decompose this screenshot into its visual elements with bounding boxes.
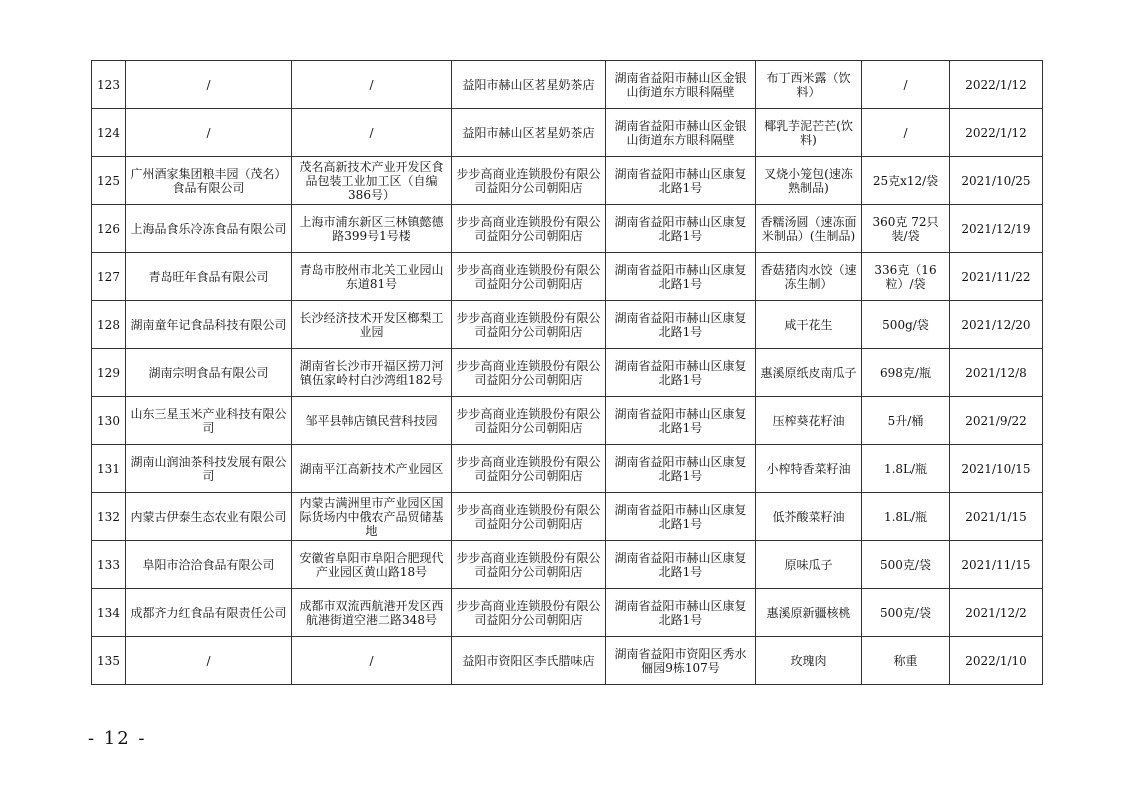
page-number: - 12 -	[88, 728, 147, 749]
manufacturer-address-cell: 上海市浦东新区三林镇懿德路399号1号楼	[292, 205, 452, 253]
specification-cell: /	[862, 61, 950, 109]
table-row	[92, 349, 1043, 397]
sampled-unit-name-cell: 步步高商业连锁股份有限公司益阳分公司朝阳店	[452, 589, 606, 637]
sampled-unit-address-cell: 湖南省益阳市赫山区康复北路1号	[606, 349, 756, 397]
table-row	[92, 61, 1043, 109]
product-name-cell: 叉烧小笼包(速冻熟制品)	[756, 157, 862, 205]
row-number-cell: 126	[92, 205, 126, 253]
sampled-unit-name-cell: 步步高商业连锁股份有限公司益阳分公司朝阳店	[452, 349, 606, 397]
product-name-cell: 咸干花生	[756, 301, 862, 349]
sampled-unit-address-cell: 湖南省益阳市赫山区康复北路1号	[606, 301, 756, 349]
row-number-cell: 129	[92, 349, 126, 397]
sampled-unit-name-cell: 步步高商业连锁股份有限公司益阳分公司朝阳店	[452, 205, 606, 253]
manufacturer-name-cell: 青岛旺年食品有限公司	[126, 253, 292, 301]
manufacturer-address-cell: 茂名高新技术产业开发区食品包装工业加工区（自编386号）	[292, 157, 452, 205]
table-row	[92, 109, 1043, 157]
manufacturer-address-cell: /	[292, 109, 452, 157]
table-row	[92, 253, 1043, 301]
table-row	[92, 541, 1043, 589]
specification-cell: 500g/袋	[862, 301, 950, 349]
production-date-cell: 2021/12/20	[950, 301, 1043, 349]
manufacturer-address-cell: /	[292, 637, 452, 685]
specification-cell: 1.8L/瓶	[862, 493, 950, 541]
sampled-unit-address-cell: 湖南省益阳市赫山区康复北路1号	[606, 397, 756, 445]
sampled-unit-address-cell: 湖南省益阳市赫山区康复北路1号	[606, 157, 756, 205]
sampled-unit-name-cell: 步步高商业连锁股份有限公司益阳分公司朝阳店	[452, 541, 606, 589]
table-row	[92, 157, 1043, 205]
row-number-cell: 135	[92, 637, 126, 685]
sampled-unit-name-cell: 益阳市赫山区茗星奶茶店	[452, 61, 606, 109]
specification-cell: 336克（16粒）/袋	[862, 253, 950, 301]
table-row	[92, 637, 1043, 685]
specification-cell: 称重	[862, 637, 950, 685]
product-name-cell: 玫瑰肉	[756, 637, 862, 685]
product-name-cell: 布丁西米露（饮料）	[756, 61, 862, 109]
product-name-cell: 原味瓜子	[756, 541, 862, 589]
sampled-unit-address-cell: 湖南省益阳市赫山区康复北路1号	[606, 589, 756, 637]
product-name-cell: 香糯汤圆（速冻面米制品）(生制品)	[756, 205, 862, 253]
row-number-cell: 128	[92, 301, 126, 349]
table-body	[92, 61, 1043, 685]
sampled-unit-name-cell: 步步高商业连锁股份有限公司益阳分公司朝阳店	[452, 301, 606, 349]
sampled-unit-name-cell: 步步高商业连锁股份有限公司益阳分公司朝阳店	[452, 397, 606, 445]
manufacturer-name-cell: /	[126, 109, 292, 157]
sampled-unit-address-cell: 湖南省益阳市赫山区金银山街道东方眼科隔壁	[606, 61, 756, 109]
sampled-unit-name-cell: 步步高商业连锁股份有限公司益阳分公司朝阳店	[452, 445, 606, 493]
sampled-unit-address-cell: 湖南省益阳市赫山区康复北路1号	[606, 445, 756, 493]
sampled-unit-name-cell: 步步高商业连锁股份有限公司益阳分公司朝阳店	[452, 157, 606, 205]
manufacturer-name-cell: 内蒙古伊泰生态农业有限公司	[126, 493, 292, 541]
product-name-cell: 香菇猪肉水饺（速冻生制）	[756, 253, 862, 301]
sampled-unit-address-cell: 湖南省益阳市赫山区康复北路1号	[606, 205, 756, 253]
sampled-unit-address-cell: 湖南省益阳市资阳区秀水俪园9栋107号	[606, 637, 756, 685]
sampled-unit-address-cell: 湖南省益阳市赫山区康复北路1号	[606, 541, 756, 589]
table-row	[92, 445, 1043, 493]
row-number-cell: 124	[92, 109, 126, 157]
row-number-cell: 130	[92, 397, 126, 445]
product-name-cell: 压榨葵花籽油	[756, 397, 862, 445]
manufacturer-name-cell: 山东三星玉米产业科技有限公司	[126, 397, 292, 445]
manufacturer-address-cell: 邹平县韩店镇民营科技园	[292, 397, 452, 445]
table-row	[92, 301, 1043, 349]
manufacturer-name-cell: 上海品食乐冷冻食品有限公司	[126, 205, 292, 253]
table-row	[92, 205, 1043, 253]
sampled-unit-name-cell: 益阳市资阳区李氏腊味店	[452, 637, 606, 685]
product-name-cell: 惠溪原纸皮南瓜子	[756, 349, 862, 397]
table-row	[92, 493, 1043, 541]
manufacturer-address-cell: 成都市双流西航港开发区西航港街道空港二路348号	[292, 589, 452, 637]
production-date-cell: 2021/9/22	[950, 397, 1043, 445]
product-name-cell: 低芥酸菜籽油	[756, 493, 862, 541]
sampled-unit-address-cell: 湖南省益阳市赫山区康复北路1号	[606, 493, 756, 541]
specification-cell: 500克/袋	[862, 589, 950, 637]
production-date-cell: 2021/11/15	[950, 541, 1043, 589]
sampled-unit-name-cell: 步步高商业连锁股份有限公司益阳分公司朝阳店	[452, 253, 606, 301]
specification-cell: /	[862, 109, 950, 157]
product-name-cell: 惠溪原新疆核桃	[756, 589, 862, 637]
production-date-cell: 2022/1/12	[950, 61, 1043, 109]
sampled-unit-address-cell: 湖南省益阳市赫山区康复北路1号	[606, 253, 756, 301]
manufacturer-name-cell: /	[126, 637, 292, 685]
production-date-cell: 2021/10/15	[950, 445, 1043, 493]
manufacturer-address-cell: /	[292, 61, 452, 109]
row-number-cell: 123	[92, 61, 126, 109]
sampled-unit-name-cell: 益阳市赫山区茗星奶茶店	[452, 109, 606, 157]
manufacturer-name-cell: 成都齐力红食品有限责任公司	[126, 589, 292, 637]
manufacturer-address-cell: 青岛市胶州市北关工业园山东道81号	[292, 253, 452, 301]
product-name-cell: 小榨特香菜籽油	[756, 445, 862, 493]
production-date-cell: 2021/12/8	[950, 349, 1043, 397]
manufacturer-address-cell: 长沙经济技术开发区榔梨工业园	[292, 301, 452, 349]
specification-cell: 360克 72只装/袋	[862, 205, 950, 253]
specification-cell: 25克x12/袋	[862, 157, 950, 205]
production-date-cell: 2021/1/15	[950, 493, 1043, 541]
row-number-cell: 125	[92, 157, 126, 205]
production-date-cell: 2021/12/2	[950, 589, 1043, 637]
row-number-cell: 131	[92, 445, 126, 493]
sampled-unit-name-cell: 步步高商业连锁股份有限公司益阳分公司朝阳店	[452, 493, 606, 541]
sampled-unit-address-cell: 湖南省益阳市赫山区金银山街道东方眼科隔壁	[606, 109, 756, 157]
manufacturer-address-cell: 湖南省长沙市开福区捞刀河镇伍家岭村白沙湾组182号	[292, 349, 452, 397]
manufacturer-name-cell: 广州酒家集团粮丰园（茂名）食品有限公司	[126, 157, 292, 205]
manufacturer-name-cell: /	[126, 61, 292, 109]
table-row	[92, 589, 1043, 637]
production-date-cell: 2021/10/25	[950, 157, 1043, 205]
production-date-cell: 2021/12/19	[950, 205, 1043, 253]
manufacturer-name-cell: 湖南宗明食品有限公司	[126, 349, 292, 397]
manufacturer-name-cell: 湖南童年记食品科技有限公司	[126, 301, 292, 349]
specification-cell: 698克/瓶	[862, 349, 950, 397]
manufacturer-address-cell: 安徽省阜阳市阜阳合肥现代产业园区黄山路18号	[292, 541, 452, 589]
specification-cell: 1.8L/瓶	[862, 445, 950, 493]
manufacturer-name-cell: 湖南山润油茶科技发展有限公司	[126, 445, 292, 493]
row-number-cell: 132	[92, 493, 126, 541]
row-number-cell: 133	[92, 541, 126, 589]
manufacturer-address-cell: 内蒙古满洲里市产业园区国际货场内中俄农产品贸储基地	[292, 493, 452, 541]
manufacturer-name-cell: 阜阳市洽洽食品有限公司	[126, 541, 292, 589]
sampling-results-table	[91, 60, 1043, 685]
row-number-cell: 127	[92, 253, 126, 301]
production-date-cell: 2022/1/10	[950, 637, 1043, 685]
production-date-cell: 2022/1/12	[950, 109, 1043, 157]
production-date-cell: 2021/11/22	[950, 253, 1043, 301]
specification-cell: 5升/桶	[862, 397, 950, 445]
row-number-cell: 134	[92, 589, 126, 637]
specification-cell: 500克/袋	[862, 541, 950, 589]
table-row	[92, 397, 1043, 445]
manufacturer-address-cell: 湖南平江高新技术产业园区	[292, 445, 452, 493]
product-name-cell: 椰乳芋泥芒芒(饮料)	[756, 109, 862, 157]
